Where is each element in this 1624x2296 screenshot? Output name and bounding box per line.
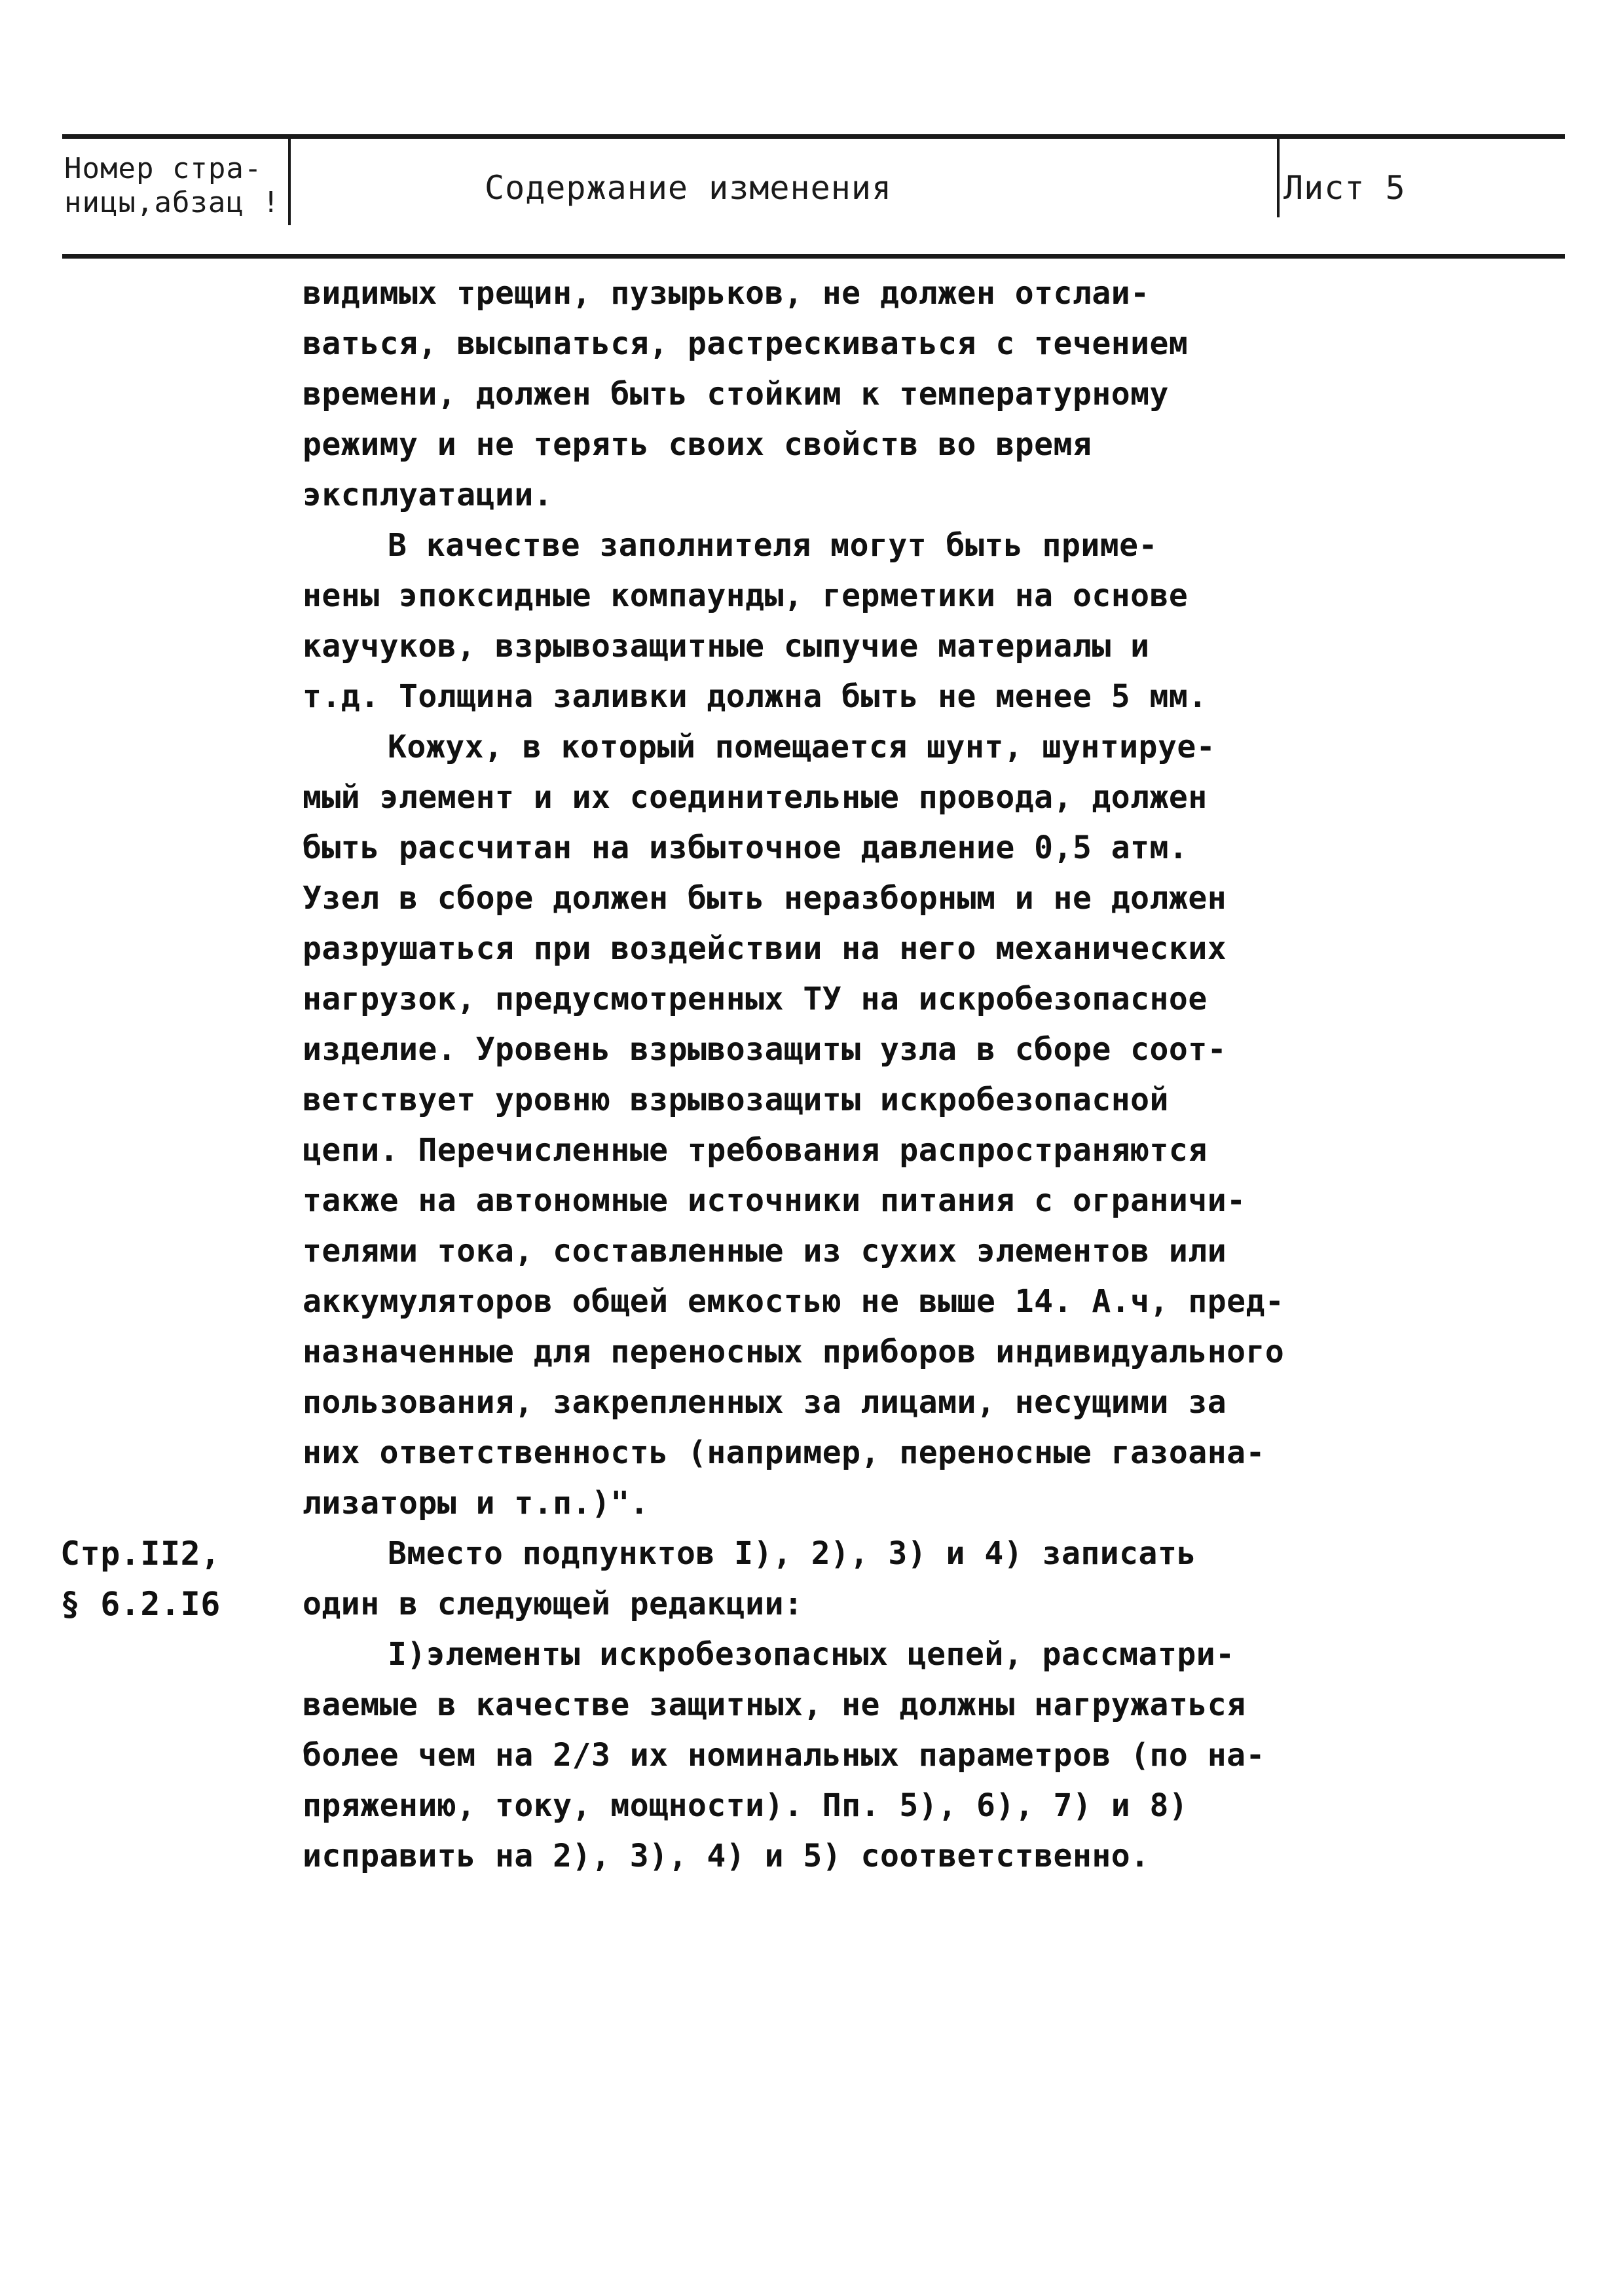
text-line: пряжению, току, мощности). Пп. 5), 6), 7) и 8) — [303, 1787, 1189, 1824]
text-line: быть рассчитан на избыточное давление 0,5 атм. — [303, 829, 1189, 866]
margin-ref-page: Стр.II2, — [60, 1535, 221, 1573]
header-page-paragraph-label — [64, 152, 326, 220]
text-line: также на автономные источники питания с ограничи- — [303, 1182, 1246, 1219]
text-line: назначенные для переносных приборов индивидуального — [303, 1334, 1285, 1370]
text-line: Вместо подпунктов I), 2), 3) и 4) записать — [388, 1535, 1196, 1572]
margin-ref-section: § 6.2.I6 — [60, 1585, 221, 1623]
text-line: В качестве заполнителя могут быть приме- — [388, 527, 1158, 564]
header-left-line-1: Номер стра- — [64, 152, 263, 185]
text-line: аккумуляторов общей емкостью не выше 14. А.ч, пред- — [303, 1283, 1285, 1320]
body-text-block-2 — [303, 1529, 1324, 1882]
text-line: нены эпоксидные компаунды, герметики на основе — [303, 577, 1189, 614]
text-line: нагрузок, предусмотренных ТУ на искробезопасное — [303, 981, 1208, 1017]
text-line: ваться, высыпаться, растрескиваться с течением — [303, 325, 1189, 362]
text-line: эксплуатации. — [303, 477, 553, 513]
text-line: лизаторы и т.п.)". — [303, 1485, 650, 1522]
text-line: мый элемент и их соединительные провода, должен — [303, 779, 1208, 816]
header-sheet-number: Лист 5 — [1283, 169, 1406, 207]
header-separator-left — [288, 139, 291, 225]
text-line: I)элементы искробезопасных цепей, рассматри- — [388, 1636, 1235, 1673]
text-line: видимых трещин, пузырьков, не должен отслаи- — [303, 275, 1150, 312]
text-line: телями тока, составленные из сухих элементов или — [303, 1233, 1227, 1269]
header-content-title: Содержание изменения — [485, 169, 893, 207]
text-line: Узел в сборе должен быть неразборным и не должен — [303, 880, 1227, 917]
text-line: разрушаться при воздействии на него механических — [303, 930, 1227, 967]
text-line: исправить на 2), 3), 4) и 5) соответственно. — [303, 1838, 1150, 1874]
header-top-rule — [62, 134, 1565, 139]
text-line: Кожух, в который помещается шунт, шунтируе- — [388, 729, 1216, 765]
text-line: цепи. Перечисленные требования распространяются — [303, 1132, 1208, 1169]
text-line: времени, должен быть стойким к температурному — [303, 376, 1169, 412]
header-separator-right — [1277, 139, 1280, 217]
text-line: более чем на 2/3 их номинальных параметров (по на- — [303, 1737, 1265, 1774]
margin-page-reference — [60, 1529, 221, 1630]
body-text-block-1 — [303, 268, 1324, 1529]
text-line: ветствует уровню взрывозащиты искробезопасной — [303, 1082, 1169, 1118]
header-bottom-rule — [62, 254, 1565, 259]
text-line: каучуков, взрывозащитные сыпучие материалы и — [303, 628, 1150, 665]
text-line: режиму и не терять своих свойств во время — [303, 426, 1092, 463]
text-line: ваемые в качестве защитных, не должны нагружаться — [303, 1686, 1246, 1723]
header-left-line-2: ницы,абзац ! — [64, 186, 280, 219]
text-line: них ответственность (например, переносные газоана- — [303, 1434, 1265, 1471]
text-line: т.д. Толщина заливки должна быть не менее 5 мм. — [303, 678, 1208, 715]
text-line: изделие. Уровень взрывозащиты узла в сборе соот- — [303, 1031, 1227, 1068]
text-line: один в следующей редакции: — [303, 1586, 803, 1622]
text-line: пользования, закрепленных за лицами, несущими за — [303, 1384, 1227, 1421]
